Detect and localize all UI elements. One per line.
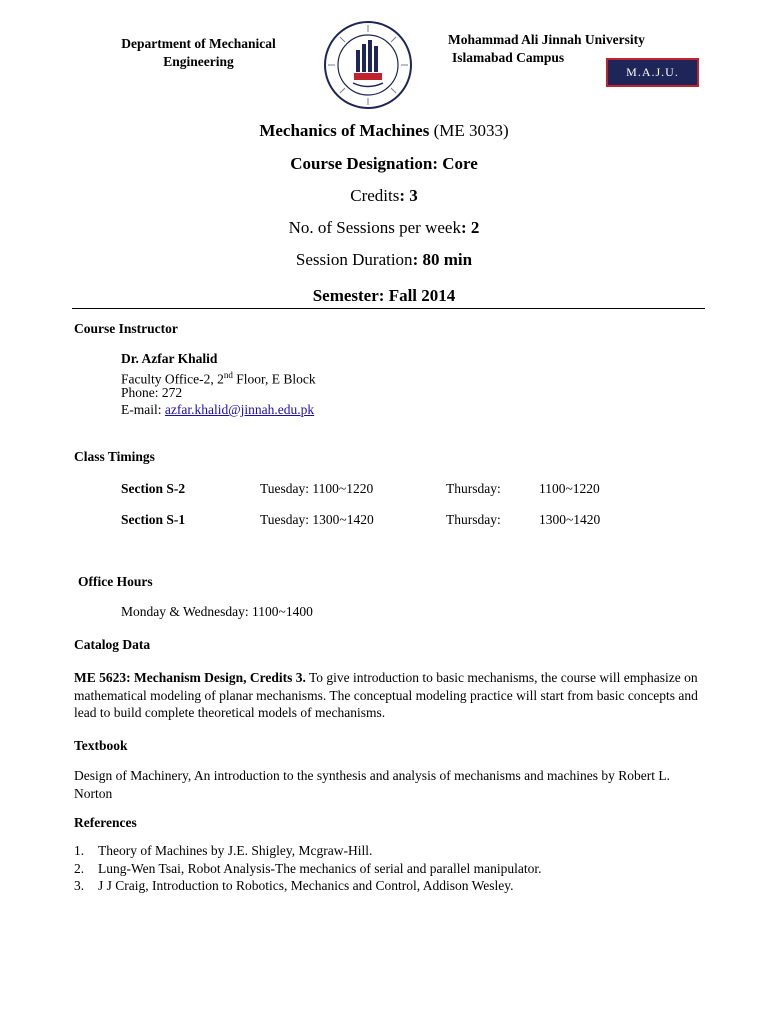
department-line-2: Engineering <box>163 54 234 69</box>
list-item <box>74 842 541 860</box>
office-superscript: nd <box>223 370 233 380</box>
university-seal-logo <box>323 20 413 110</box>
tuesday-time: Tuesday: 1100~1220 <box>260 481 374 496</box>
thursday-label: Thursday: <box>446 481 501 496</box>
thursday-label: Thursday: <box>446 512 501 527</box>
instructor-name: Dr. Azfar Khalid <box>121 351 218 366</box>
course-designation: Course Designation: Core <box>290 154 478 173</box>
course-title <box>0 121 768 141</box>
duration-value: : 80 min <box>412 250 473 269</box>
office-hours-heading: Office Hours <box>78 574 153 589</box>
reference-number: 3. <box>74 878 85 893</box>
references-heading: References <box>74 815 137 830</box>
catalog-course-id: ME 5623: Mechanism Design, Credits 3. <box>74 670 306 685</box>
catalog-text: To give introduction to basic mechanisms, the course will emphasize on mathematical modeling of planar mechanisms. The conceptual modeling practice will start from basic concepts and lead to build complete theoretical models of mechanisms. <box>74 670 698 720</box>
course-sessions <box>0 218 768 238</box>
textbook-heading: Textbook <box>74 738 128 753</box>
section-name: Section S-2 <box>121 481 186 496</box>
reference-number: 2. <box>74 860 85 876</box>
reference-text: Lung-Wen Tsai, Robot Analysis-The mechanics of serial and parallel manipulator. <box>98 860 542 876</box>
department-line-1: Department of Mechanical <box>121 36 276 51</box>
instructor-email <box>121 401 314 418</box>
thursday-time: 1100~1220 <box>539 481 600 496</box>
email-label: E-mail: <box>121 402 165 417</box>
instructor-phone: Phone: 272 <box>121 385 183 400</box>
office-floor: Floor, E Block <box>232 371 316 387</box>
tuesday-time: Tuesday: 1300~1420 <box>260 512 374 527</box>
list-item <box>74 877 541 895</box>
office-hours-text: Monday & Wednesday: 1100~1400 <box>121 604 313 619</box>
course-code: (ME 3033) <box>433 121 509 140</box>
semester <box>0 286 768 306</box>
office-text: Faculty Office-2, 2 <box>121 371 224 387</box>
course-credits <box>0 186 768 206</box>
reference-text: Theory of Machines by J.E. Shigley, Mcgraw-Hill. <box>98 843 373 858</box>
list-item <box>74 860 541 878</box>
course-title-name: Mechanics of Machines <box>259 121 430 140</box>
header-divider <box>72 308 705 309</box>
references-list <box>74 842 541 895</box>
catalog-description <box>74 669 706 722</box>
campus-name: Islamabad Campus <box>452 50 565 65</box>
class-timings-heading: Class Timings <box>74 449 155 464</box>
semester-value: : Fall 2014 <box>378 286 456 305</box>
sessions-label: No. of Sessions per week <box>288 218 461 237</box>
thursday-time: 1300~1420 <box>539 512 601 527</box>
department-name <box>96 35 301 71</box>
university-title: Mohammad Ali Jinnah University <box>448 32 645 47</box>
duration-label: Session Duration <box>295 250 413 269</box>
credits-label: Credits <box>350 186 400 205</box>
session-duration <box>0 250 768 270</box>
email-link[interactable]: azfar.khalid@jinnah.edu.pk <box>164 402 315 417</box>
reference-text: J J Craig, Introduction to Robotics, Mechanics and Control, Addison Wesley. <box>98 878 514 893</box>
reference-number: 1. <box>74 843 85 858</box>
section-name: Section S-1 <box>121 512 186 527</box>
textbook-text: Design of Machinery, An introduction to the synthesis and analysis of mechanisms and machines by Robert L. Norton <box>74 768 671 801</box>
credits-value: : 3 <box>399 186 418 205</box>
catalog-heading: Catalog Data <box>74 637 151 652</box>
semester-label: Semester <box>312 286 379 305</box>
maju-badge: M.A.J.U. <box>606 58 699 87</box>
sessions-value: : 2 <box>460 218 480 237</box>
instructor-heading: Course Instructor <box>74 321 178 336</box>
